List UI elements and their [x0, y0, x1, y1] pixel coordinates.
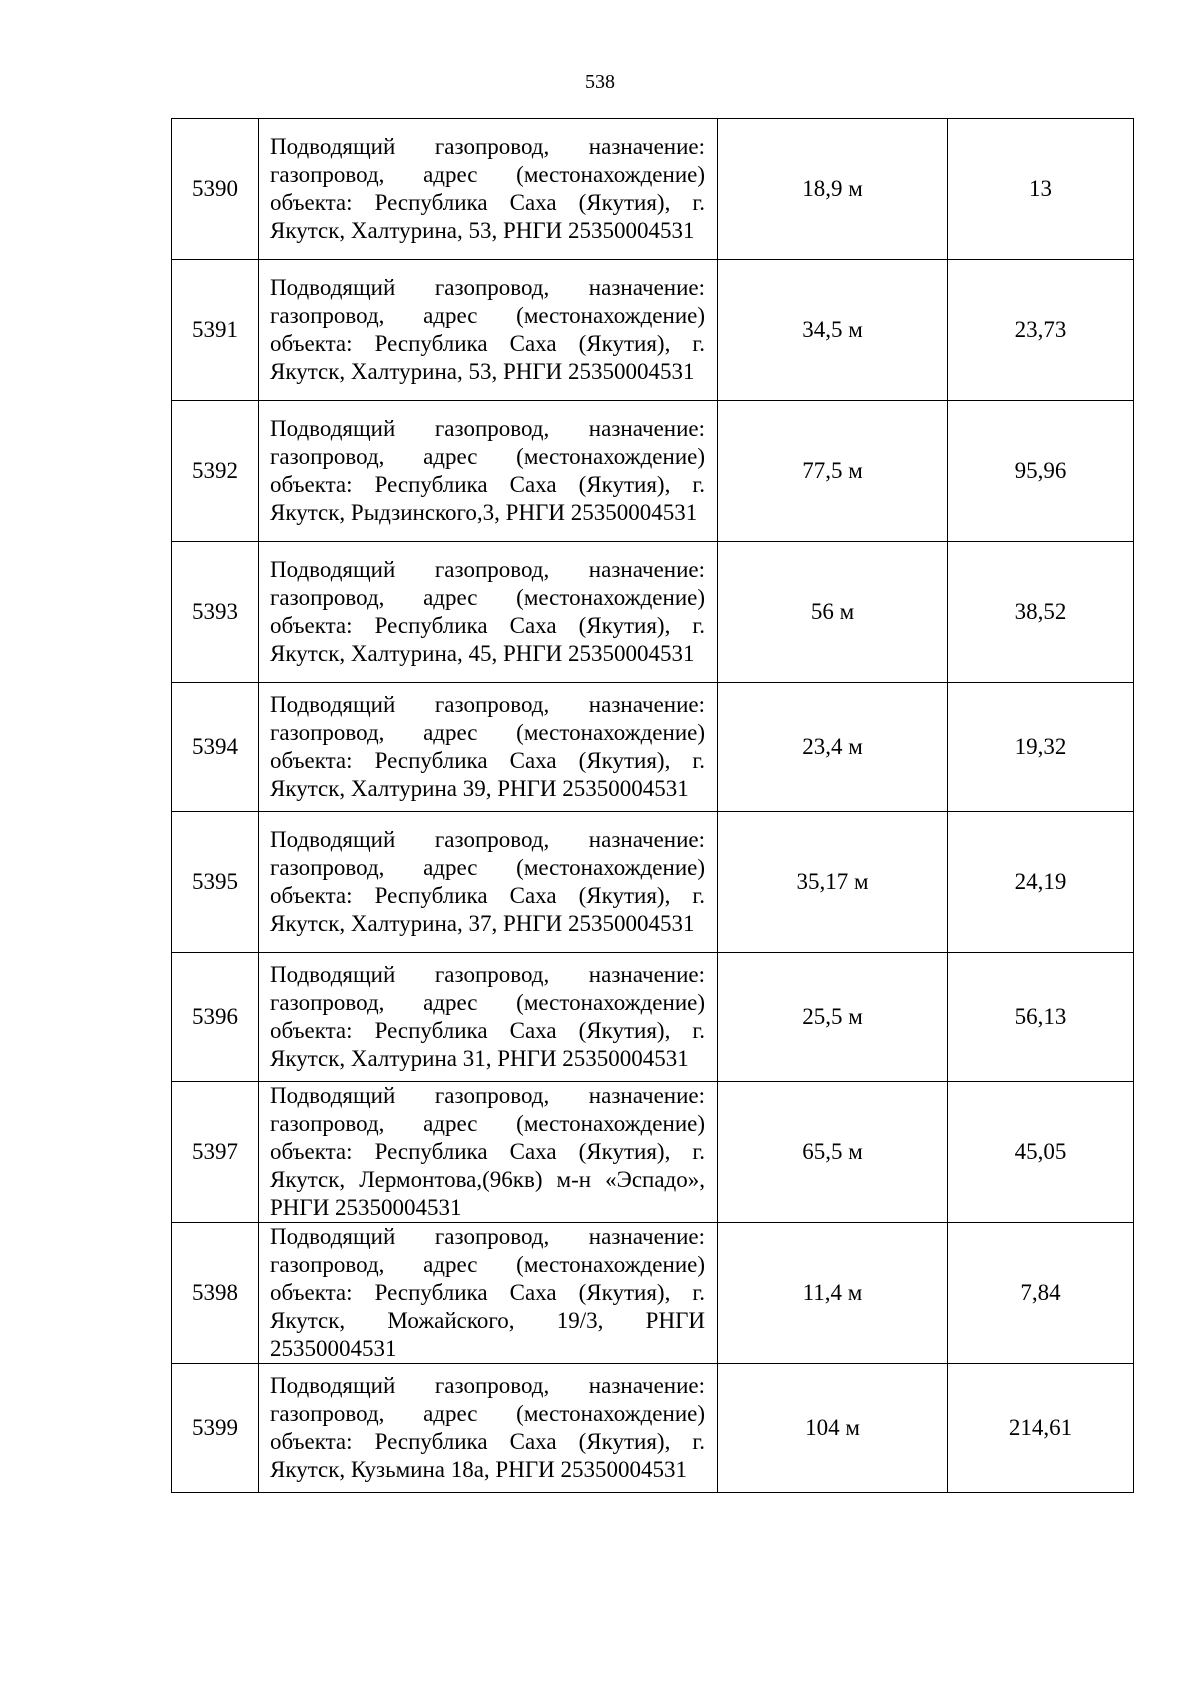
table-row	[172, 542, 1134, 683]
object-value: 13	[948, 119, 1134, 260]
object-length: 56 м	[718, 542, 948, 683]
table-row	[172, 1082, 1134, 1223]
row-number: 5391	[172, 260, 259, 401]
table-row	[172, 1223, 1134, 1364]
object-value: 45,05	[948, 1082, 1134, 1223]
object-description: Подводящий газопровод, назначение: газопровод, адрес (местонахождение) объекта: Республика Саха (Якутия), г. Якутск, Халтурина, 45, РНГИ 25350004531	[259, 542, 718, 683]
registry-table	[171, 118, 1134, 1493]
object-length: 23,4 м	[718, 683, 948, 812]
row-number: 5396	[172, 953, 259, 1082]
row-number: 5397	[172, 1082, 259, 1223]
row-number: 5394	[172, 683, 259, 812]
object-length: 25,5 м	[718, 953, 948, 1082]
table-row	[172, 401, 1134, 542]
table-row	[172, 260, 1134, 401]
table-row	[172, 683, 1134, 812]
object-value: 24,19	[948, 812, 1134, 953]
row-number: 5399	[172, 1364, 259, 1493]
object-description: Подводящий газопровод, назначение: газопровод, адрес (местонахождение) объекта: Республика Саха (Якутия), г. Якутск, Кузьмина 18а, РНГИ 25350004531	[259, 1364, 718, 1493]
object-value: 95,96	[948, 401, 1134, 542]
table-row	[172, 953, 1134, 1082]
object-length: 11,4 м	[718, 1223, 948, 1364]
row-number: 5395	[172, 812, 259, 953]
object-description: Подводящий газопровод, назначение: газопровод, адрес (местонахождение) объекта: Республика Саха (Якутия), г. Якутск, Халтурина, 53, РНГИ 25350004531	[259, 119, 718, 260]
table-row	[172, 812, 1134, 953]
object-value: 214,61	[948, 1364, 1134, 1493]
object-length: 18,9 м	[718, 119, 948, 260]
object-value: 7,84	[948, 1223, 1134, 1364]
table-row	[172, 1364, 1134, 1493]
object-description: Подводящий газопровод, назначение: газопровод, адрес (местонахождение) объекта: Республика Саха (Якутия), г. Якутск, Лермонтова,(96кв) м-н «Эспадо», РНГИ 25350004531	[259, 1082, 718, 1223]
object-description: Подводящий газопровод, назначение: газопровод, адрес (местонахождение) объекта: Республика Саха (Якутия), г. Якутск, Рыдзинского,3, РНГИ 25350004531	[259, 401, 718, 542]
row-number: 5393	[172, 542, 259, 683]
object-value: 38,52	[948, 542, 1134, 683]
object-description: Подводящий газопровод, назначение: газопровод, адрес (местонахождение) объекта: Республика Саха (Якутия), г. Якутск, Халтурина 31, РНГИ 25350004531	[259, 953, 718, 1082]
object-value: 56,13	[948, 953, 1134, 1082]
row-number: 5392	[172, 401, 259, 542]
object-length: 35,17 м	[718, 812, 948, 953]
row-number: 5398	[172, 1223, 259, 1364]
object-description: Подводящий газопровод, назначение: газопровод, адрес (местонахождение) объекта: Республика Саха (Якутия), г. Якутск, Халтурина 39, РНГИ 25350004531	[259, 683, 718, 812]
object-length: 65,5 м	[718, 1082, 948, 1223]
object-value: 19,32	[948, 683, 1134, 812]
object-length: 34,5 м	[718, 260, 948, 401]
object-description: Подводящий газопровод, назначение: газопровод, адрес (местонахождение) объекта: Республика Саха (Якутия), г. Якутск, Можайского, 19/3, РНГИ 25350004531	[259, 1223, 718, 1364]
object-description: Подводящий газопровод, назначение: газопровод, адрес (местонахождение) объекта: Республика Саха (Якутия), г. Якутск, Халтурина, 37, РНГИ 25350004531	[259, 812, 718, 953]
object-length: 77,5 м	[718, 401, 948, 542]
object-length: 104 м	[718, 1364, 948, 1493]
row-number: 5390	[172, 119, 259, 260]
object-description: Подводящий газопровод, назначение: газопровод, адрес (местонахождение) объекта: Республика Саха (Якутия), г. Якутск, Халтурина, 53, РНГИ 25350004531	[259, 260, 718, 401]
object-value: 23,73	[948, 260, 1134, 401]
table-row	[172, 119, 1134, 260]
page-number: 538	[585, 71, 615, 93]
